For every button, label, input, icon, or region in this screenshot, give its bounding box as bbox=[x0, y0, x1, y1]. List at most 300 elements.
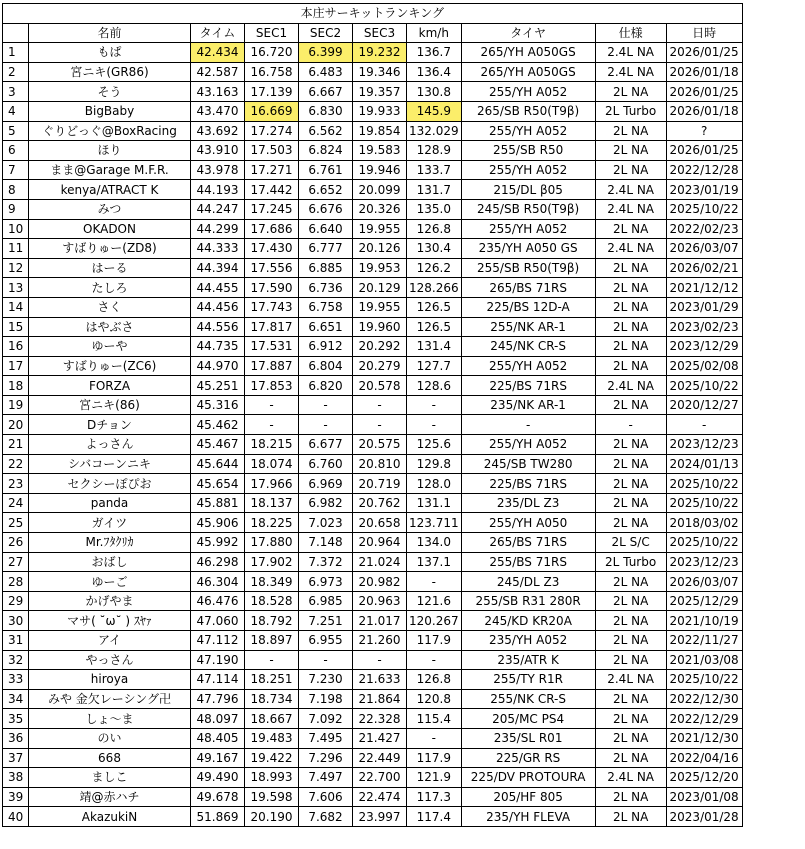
cell-spec: 2L NA bbox=[595, 297, 666, 317]
cell-date: 2026/03/07 bbox=[666, 239, 742, 259]
cell-sec2: 6.651 bbox=[299, 317, 353, 337]
cell-kmh: 131.1 bbox=[407, 493, 462, 513]
cell-name: はーる bbox=[29, 258, 191, 278]
table-row bbox=[3, 62, 743, 82]
cell-date: 2023/01/19 bbox=[666, 180, 742, 200]
cell-sec1: 17.139 bbox=[245, 82, 299, 102]
cell-name: 宮ニキ(GR86) bbox=[29, 62, 191, 82]
cell-date: 2026/01/25 bbox=[666, 43, 742, 63]
cell-date: 2021/12/12 bbox=[666, 278, 742, 298]
table-row bbox=[3, 297, 743, 317]
cell-name: hiroya bbox=[29, 670, 191, 690]
cell-spec: 2L NA bbox=[595, 219, 666, 239]
cell-date: 2025/10/22 bbox=[666, 670, 742, 690]
cell-sec2: 7.148 bbox=[299, 533, 353, 553]
cell-name: さく bbox=[29, 297, 191, 317]
cell-time: 46.476 bbox=[191, 591, 245, 611]
cell-rank: 16 bbox=[3, 337, 29, 357]
cell-kmh: 136.7 bbox=[407, 43, 462, 63]
cell-rank: 38 bbox=[3, 768, 29, 788]
column-header-date: 日時 bbox=[666, 23, 742, 43]
table-row bbox=[3, 395, 743, 415]
cell-name: おばし bbox=[29, 552, 191, 572]
cell-tire: 235/ATR K bbox=[461, 650, 595, 670]
cell-time: 44.247 bbox=[191, 199, 245, 219]
table-row bbox=[3, 670, 743, 690]
cell-sec1: 17.853 bbox=[245, 376, 299, 396]
cell-sec3: 19.960 bbox=[353, 317, 407, 337]
cell-sec1: 17.271 bbox=[245, 160, 299, 180]
cell-tire: 245/SB R50(T9β) bbox=[461, 199, 595, 219]
cell-date: 2026/03/07 bbox=[666, 572, 742, 592]
column-header-sec3: SEC3 bbox=[353, 23, 407, 43]
cell-date: 2025/10/22 bbox=[666, 474, 742, 494]
cell-rank: 15 bbox=[3, 317, 29, 337]
cell-time: 42.587 bbox=[191, 62, 245, 82]
cell-spec: 2L NA bbox=[595, 689, 666, 709]
cell-rank: 17 bbox=[3, 356, 29, 376]
cell-date: 2022/12/30 bbox=[666, 689, 742, 709]
cell-sec1: 18.251 bbox=[245, 670, 299, 690]
cell-spec: 2.4L NA bbox=[595, 768, 666, 788]
cell-date: 2025/10/22 bbox=[666, 493, 742, 513]
cell-rank: 11 bbox=[3, 239, 29, 259]
cell-tire: - bbox=[461, 415, 595, 435]
table-row bbox=[3, 474, 743, 494]
cell-tire: 235/DL Z3 bbox=[461, 493, 595, 513]
table-row bbox=[3, 552, 743, 572]
cell-tire: 255/BS 71RS bbox=[461, 552, 595, 572]
cell-sec2: 7.198 bbox=[299, 689, 353, 709]
cell-sec3: 19.357 bbox=[353, 82, 407, 102]
cell-spec: 2L NA bbox=[595, 572, 666, 592]
cell-rank: 32 bbox=[3, 650, 29, 670]
cell-name: そう bbox=[29, 82, 191, 102]
cell-sec1: 18.897 bbox=[245, 631, 299, 651]
cell-kmh: 115.4 bbox=[407, 709, 462, 729]
cell-spec: 2L NA bbox=[595, 709, 666, 729]
cell-spec: 2.4L NA bbox=[595, 62, 666, 82]
cell-sec3: 19.953 bbox=[353, 258, 407, 278]
cell-tire: 255/NK CR-S bbox=[461, 689, 595, 709]
cell-rank: 20 bbox=[3, 415, 29, 435]
cell-time: 43.470 bbox=[191, 101, 245, 121]
table-row bbox=[3, 160, 743, 180]
cell-name: すばりゅー(ZC6) bbox=[29, 356, 191, 376]
cell-name: panda bbox=[29, 493, 191, 513]
cell-kmh: 126.2 bbox=[407, 258, 462, 278]
cell-spec: 2L NA bbox=[595, 748, 666, 768]
cell-sec3: 20.964 bbox=[353, 533, 407, 553]
cell-spec: 2L NA bbox=[595, 337, 666, 357]
cell-tire: 265/YH A050GS bbox=[461, 62, 595, 82]
cell-sec2: 6.804 bbox=[299, 356, 353, 376]
table-row bbox=[3, 611, 743, 631]
cell-date: 2023/12/23 bbox=[666, 552, 742, 572]
table-row bbox=[3, 748, 743, 768]
header-row bbox=[3, 23, 743, 43]
cell-sec1: 18.993 bbox=[245, 768, 299, 788]
cell-rank: 14 bbox=[3, 297, 29, 317]
cell-name: 靖@赤ハチ bbox=[29, 787, 191, 807]
cell-sec1: 19.483 bbox=[245, 728, 299, 748]
cell-name: ぐりどっぐ@BoxRacing bbox=[29, 121, 191, 141]
cell-sec2: 6.777 bbox=[299, 239, 353, 259]
cell-sec3: 20.658 bbox=[353, 513, 407, 533]
cell-date: 2022/02/23 bbox=[666, 219, 742, 239]
cell-sec1: 16.669 bbox=[245, 101, 299, 121]
cell-sec2: 6.912 bbox=[299, 337, 353, 357]
cell-name: Mr.ﾌﾀｸﾘｶ bbox=[29, 533, 191, 553]
cell-time: 44.970 bbox=[191, 356, 245, 376]
cell-sec2: 6.677 bbox=[299, 435, 353, 455]
cell-sec3: 21.260 bbox=[353, 631, 407, 651]
cell-date: 2026/02/21 bbox=[666, 258, 742, 278]
cell-sec1: 19.422 bbox=[245, 748, 299, 768]
table-row bbox=[3, 317, 743, 337]
cell-tire: 225/BS 12D-A bbox=[461, 297, 595, 317]
cell-tire: 215/DL β05 bbox=[461, 180, 595, 200]
cell-date: 2023/02/23 bbox=[666, 317, 742, 337]
cell-sec2: 7.606 bbox=[299, 787, 353, 807]
cell-kmh: 137.1 bbox=[407, 552, 462, 572]
cell-sec2: 6.667 bbox=[299, 82, 353, 102]
cell-tire: 255/YH A052 bbox=[461, 121, 595, 141]
cell-tire: 225/GR RS bbox=[461, 748, 595, 768]
table-row bbox=[3, 239, 743, 259]
cell-kmh: 117.9 bbox=[407, 748, 462, 768]
cell-tire: 235/SL R01 bbox=[461, 728, 595, 748]
cell-rank: 29 bbox=[3, 591, 29, 611]
cell-date: 2022/12/29 bbox=[666, 709, 742, 729]
cell-kmh: 121.6 bbox=[407, 591, 462, 611]
cell-sec1: 17.902 bbox=[245, 552, 299, 572]
cell-rank: 23 bbox=[3, 474, 29, 494]
cell-rank: 2 bbox=[3, 62, 29, 82]
cell-spec: 2L NA bbox=[595, 356, 666, 376]
cell-kmh: 128.9 bbox=[407, 141, 462, 161]
table-row bbox=[3, 572, 743, 592]
cell-date: - bbox=[666, 415, 742, 435]
cell-rank: 12 bbox=[3, 258, 29, 278]
cell-spec: 2.4L NA bbox=[595, 43, 666, 63]
cell-sec2: 7.296 bbox=[299, 748, 353, 768]
cell-rank: 35 bbox=[3, 709, 29, 729]
cell-time: 45.251 bbox=[191, 376, 245, 396]
cell-time: 43.692 bbox=[191, 121, 245, 141]
column-header-sec2: SEC2 bbox=[299, 23, 353, 43]
cell-sec1: 18.667 bbox=[245, 709, 299, 729]
cell-kmh: 117.9 bbox=[407, 631, 462, 651]
cell-sec1: 18.734 bbox=[245, 689, 299, 709]
cell-sec2: 7.497 bbox=[299, 768, 353, 788]
cell-sec3: 20.762 bbox=[353, 493, 407, 513]
cell-date: 2023/12/23 bbox=[666, 435, 742, 455]
title-row bbox=[3, 4, 743, 24]
table-row bbox=[3, 689, 743, 709]
cell-spec: 2L NA bbox=[595, 493, 666, 513]
cell-sec2: 6.969 bbox=[299, 474, 353, 494]
cell-time: 45.316 bbox=[191, 395, 245, 415]
cell-spec: 2L NA bbox=[595, 650, 666, 670]
cell-tire: 255/YH A052 bbox=[461, 160, 595, 180]
cell-kmh: 120.267 bbox=[407, 611, 462, 631]
cell-spec: 2.4L NA bbox=[595, 376, 666, 396]
cell-kmh: 134.0 bbox=[407, 533, 462, 553]
cell-sec3: 20.129 bbox=[353, 278, 407, 298]
cell-rank: 1 bbox=[3, 43, 29, 63]
cell-name: ましこ bbox=[29, 768, 191, 788]
cell-date: 2026/01/18 bbox=[666, 101, 742, 121]
cell-sec1: 17.966 bbox=[245, 474, 299, 494]
cell-rank: 18 bbox=[3, 376, 29, 396]
cell-sec2: 7.495 bbox=[299, 728, 353, 748]
cell-sec1: 17.556 bbox=[245, 258, 299, 278]
cell-sec2: 6.830 bbox=[299, 101, 353, 121]
cell-sec2: 6.761 bbox=[299, 160, 353, 180]
cell-tire: 255/YH A052 bbox=[461, 356, 595, 376]
cell-sec2: 6.982 bbox=[299, 493, 353, 513]
cell-time: 44.556 bbox=[191, 317, 245, 337]
cell-tire: 255/NK AR-1 bbox=[461, 317, 595, 337]
cell-date: 2018/03/02 bbox=[666, 513, 742, 533]
cell-name: かげやま bbox=[29, 591, 191, 611]
cell-sec1: 18.528 bbox=[245, 591, 299, 611]
table-title: 本庄サーキットランキング bbox=[3, 4, 743, 24]
cell-tire: 255/SB R31 280R bbox=[461, 591, 595, 611]
column-header-kmh: km/h bbox=[407, 23, 462, 43]
cell-spec: 2L NA bbox=[595, 160, 666, 180]
cell-tire: 205/MC PS4 bbox=[461, 709, 595, 729]
cell-spec: 2L NA bbox=[595, 591, 666, 611]
cell-sec3: 20.292 bbox=[353, 337, 407, 357]
cell-name: マサ( ˘ω˘ ) ｽﾔｧ bbox=[29, 611, 191, 631]
cell-name: kenya/ATRACT K bbox=[29, 180, 191, 200]
cell-sec2: - bbox=[299, 395, 353, 415]
cell-spec: 2.4L NA bbox=[595, 199, 666, 219]
cell-rank: 26 bbox=[3, 533, 29, 553]
cell-time: 47.060 bbox=[191, 611, 245, 631]
cell-kmh: 126.8 bbox=[407, 219, 462, 239]
cell-time: 48.097 bbox=[191, 709, 245, 729]
column-header-sec1: SEC1 bbox=[245, 23, 299, 43]
cell-sec2: 6.885 bbox=[299, 258, 353, 278]
cell-sec1: 18.215 bbox=[245, 435, 299, 455]
cell-date: 2021/10/19 bbox=[666, 611, 742, 631]
cell-tire: 245/DL Z3 bbox=[461, 572, 595, 592]
cell-sec2: 7.251 bbox=[299, 611, 353, 631]
cell-sec1: - bbox=[245, 395, 299, 415]
cell-tire: 245/NK CR-S bbox=[461, 337, 595, 357]
cell-time: 44.394 bbox=[191, 258, 245, 278]
table-row bbox=[3, 454, 743, 474]
cell-kmh: 120.8 bbox=[407, 689, 462, 709]
cell-date: 2021/12/30 bbox=[666, 728, 742, 748]
cell-sec3: 23.997 bbox=[353, 807, 407, 827]
cell-tire: 255/SB R50(T9β) bbox=[461, 258, 595, 278]
cell-time: 45.906 bbox=[191, 513, 245, 533]
cell-sec1: 18.792 bbox=[245, 611, 299, 631]
cell-name: BigBaby bbox=[29, 101, 191, 121]
cell-kmh: 125.6 bbox=[407, 435, 462, 455]
cell-time: 44.193 bbox=[191, 180, 245, 200]
cell-rank: 22 bbox=[3, 454, 29, 474]
cell-time: 44.299 bbox=[191, 219, 245, 239]
cell-sec2: 7.092 bbox=[299, 709, 353, 729]
table-row bbox=[3, 101, 743, 121]
cell-sec3: 20.099 bbox=[353, 180, 407, 200]
cell-date: 2022/04/16 bbox=[666, 748, 742, 768]
cell-date: 2026/01/18 bbox=[666, 62, 742, 82]
cell-name: みつ bbox=[29, 199, 191, 219]
cell-sec1: 18.225 bbox=[245, 513, 299, 533]
column-header-tire: タイヤ bbox=[461, 23, 595, 43]
cell-spec: 2L NA bbox=[595, 728, 666, 748]
cell-sec3: 19.955 bbox=[353, 219, 407, 239]
cell-rank: 40 bbox=[3, 807, 29, 827]
cell-sec3: 20.963 bbox=[353, 591, 407, 611]
cell-date: 2023/12/29 bbox=[666, 337, 742, 357]
cell-sec1: 17.274 bbox=[245, 121, 299, 141]
cell-rank: 10 bbox=[3, 219, 29, 239]
cell-spec: 2L NA bbox=[595, 258, 666, 278]
cell-tire: 255/YH A050 bbox=[461, 513, 595, 533]
cell-sec2: 6.820 bbox=[299, 376, 353, 396]
table-row bbox=[3, 356, 743, 376]
table-row bbox=[3, 493, 743, 513]
cell-kmh: 117.4 bbox=[407, 807, 462, 827]
cell-rank: 25 bbox=[3, 513, 29, 533]
cell-sec2: 6.985 bbox=[299, 591, 353, 611]
cell-spec: 2L NA bbox=[595, 141, 666, 161]
cell-spec: 2L NA bbox=[595, 435, 666, 455]
cell-time: 43.978 bbox=[191, 160, 245, 180]
cell-sec3: 20.126 bbox=[353, 239, 407, 259]
cell-sec3: 19.232 bbox=[353, 43, 407, 63]
cell-name: ゆーご bbox=[29, 572, 191, 592]
cell-kmh: 135.0 bbox=[407, 199, 462, 219]
table-row bbox=[3, 591, 743, 611]
cell-sec1: 17.442 bbox=[245, 180, 299, 200]
table-row bbox=[3, 513, 743, 533]
cell-date: 2022/11/27 bbox=[666, 631, 742, 651]
cell-name: FORZA bbox=[29, 376, 191, 396]
cell-kmh: 136.4 bbox=[407, 62, 462, 82]
cell-sec3: 19.854 bbox=[353, 121, 407, 141]
cell-date: 2025/12/20 bbox=[666, 768, 742, 788]
cell-rank: 6 bbox=[3, 141, 29, 161]
cell-kmh: 130.8 bbox=[407, 82, 462, 102]
cell-spec: 2L NA bbox=[595, 611, 666, 631]
cell-time: 45.654 bbox=[191, 474, 245, 494]
cell-sec2: 7.372 bbox=[299, 552, 353, 572]
cell-time: 45.462 bbox=[191, 415, 245, 435]
cell-sec1: 17.817 bbox=[245, 317, 299, 337]
cell-sec1: 17.686 bbox=[245, 219, 299, 239]
cell-kmh: 132.029 bbox=[407, 121, 462, 141]
cell-spec: 2L NA bbox=[595, 513, 666, 533]
cell-sec1: - bbox=[245, 650, 299, 670]
cell-kmh: - bbox=[407, 728, 462, 748]
cell-sec3: 21.024 bbox=[353, 552, 407, 572]
cell-sec1: 16.758 bbox=[245, 62, 299, 82]
cell-name: 宮ニキ(86) bbox=[29, 395, 191, 415]
cell-rank: 34 bbox=[3, 689, 29, 709]
cell-tire: 265/YH A050GS bbox=[461, 43, 595, 63]
cell-sec3: 20.326 bbox=[353, 199, 407, 219]
cell-spec: 2L NA bbox=[595, 474, 666, 494]
ranking-table bbox=[2, 3, 743, 827]
cell-tire: 265/BS 71RS bbox=[461, 533, 595, 553]
cell-time: 46.304 bbox=[191, 572, 245, 592]
table-row bbox=[3, 709, 743, 729]
cell-time: 45.881 bbox=[191, 493, 245, 513]
cell-name: はやぶさ bbox=[29, 317, 191, 337]
cell-sec2: 6.973 bbox=[299, 572, 353, 592]
table-row bbox=[3, 43, 743, 63]
cell-time: 47.112 bbox=[191, 631, 245, 651]
cell-sec2: 6.399 bbox=[299, 43, 353, 63]
cell-time: 43.910 bbox=[191, 141, 245, 161]
cell-sec2: 6.652 bbox=[299, 180, 353, 200]
cell-sec2: 6.758 bbox=[299, 297, 353, 317]
cell-kmh: 128.266 bbox=[407, 278, 462, 298]
cell-spec: 2L Turbo bbox=[595, 552, 666, 572]
cell-date: 2024/01/13 bbox=[666, 454, 742, 474]
cell-kmh: 128.0 bbox=[407, 474, 462, 494]
cell-rank: 5 bbox=[3, 121, 29, 141]
cell-rank: 19 bbox=[3, 395, 29, 415]
cell-kmh: 128.6 bbox=[407, 376, 462, 396]
cell-rank: 21 bbox=[3, 435, 29, 455]
cell-date: 2025/10/22 bbox=[666, 376, 742, 396]
cell-date: 2025/10/22 bbox=[666, 199, 742, 219]
cell-sec3: 20.575 bbox=[353, 435, 407, 455]
cell-time: 49.167 bbox=[191, 748, 245, 768]
cell-sec2: 7.682 bbox=[299, 807, 353, 827]
cell-time: 42.434 bbox=[191, 43, 245, 63]
cell-time: 43.163 bbox=[191, 82, 245, 102]
cell-sec3: 19.933 bbox=[353, 101, 407, 121]
cell-sec3: - bbox=[353, 395, 407, 415]
cell-rank: 39 bbox=[3, 787, 29, 807]
cell-kmh: 117.3 bbox=[407, 787, 462, 807]
cell-kmh: - bbox=[407, 395, 462, 415]
cell-sec1: 16.720 bbox=[245, 43, 299, 63]
cell-tire: 225/DV PROTOURA bbox=[461, 768, 595, 788]
cell-tire: 265/BS 71RS bbox=[461, 278, 595, 298]
cell-kmh: - bbox=[407, 415, 462, 435]
cell-kmh: 123.711 bbox=[407, 513, 462, 533]
cell-time: 44.333 bbox=[191, 239, 245, 259]
cell-tire: 225/BS 71RS bbox=[461, 474, 595, 494]
cell-time: 44.455 bbox=[191, 278, 245, 298]
cell-name: すばりゅー(ZD8) bbox=[29, 239, 191, 259]
cell-name: しょ～ま bbox=[29, 709, 191, 729]
cell-spec: 2L NA bbox=[595, 395, 666, 415]
cell-sec2: 7.023 bbox=[299, 513, 353, 533]
cell-rank: 3 bbox=[3, 82, 29, 102]
cell-rank: 27 bbox=[3, 552, 29, 572]
cell-kmh: - bbox=[407, 572, 462, 592]
cell-sec1: 18.349 bbox=[245, 572, 299, 592]
cell-spec: 2L NA bbox=[595, 807, 666, 827]
table-row bbox=[3, 631, 743, 651]
cell-sec3: 20.578 bbox=[353, 376, 407, 396]
table-row bbox=[3, 728, 743, 748]
cell-sec1: 17.590 bbox=[245, 278, 299, 298]
cell-rank: 36 bbox=[3, 728, 29, 748]
